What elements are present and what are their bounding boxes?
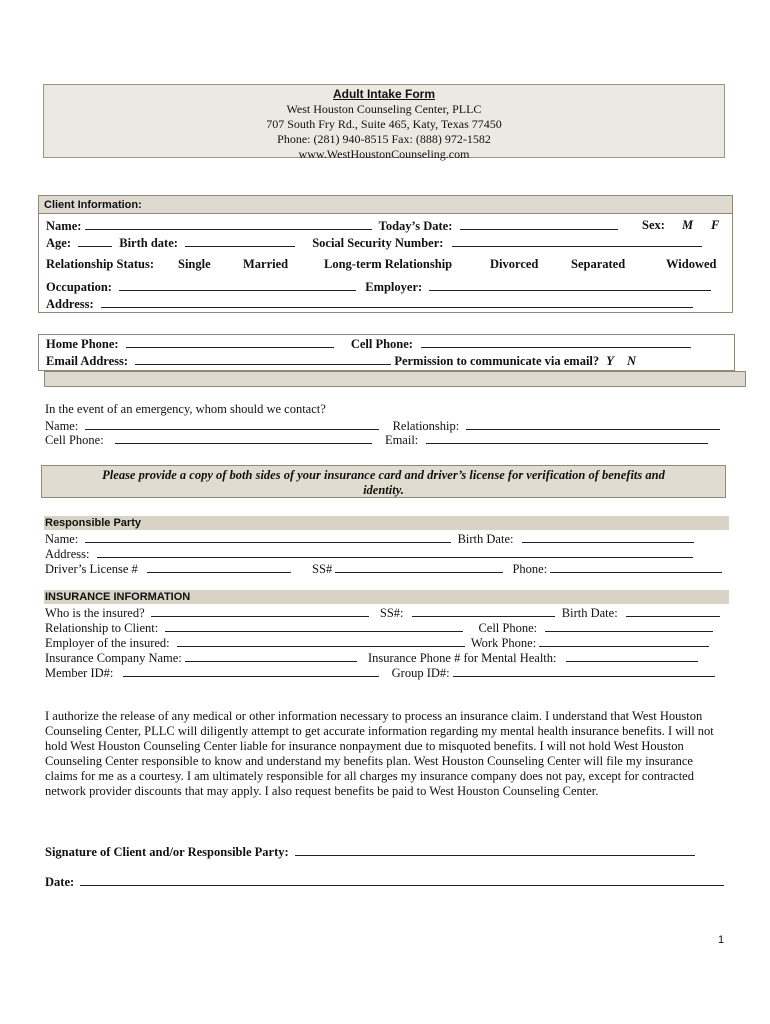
status-separated[interactable]: Separated [571, 257, 626, 271]
responsible-ss-field[interactable] [335, 561, 503, 573]
email-label: Email Address: [46, 354, 129, 368]
insured-birth-field[interactable] [626, 605, 720, 617]
responsible-address-label: Address: [45, 547, 90, 561]
occupation-field[interactable] [119, 279, 356, 291]
emergency-cell-label: Cell Phone: [45, 433, 104, 447]
employer-insured-row [45, 635, 709, 651]
group-id-label: Group ID#: [391, 666, 450, 680]
relationship-client-row [45, 620, 713, 636]
client-name-field[interactable] [85, 218, 372, 230]
insured-field[interactable] [151, 605, 369, 617]
cell-phone-field[interactable] [421, 336, 691, 348]
insured-row [45, 605, 720, 621]
authorization-text: I authorize the release of any medical or other information necessary to process an insurance claim. I understand that West Houston Counseling Center, PLLC will diligently attempt to get accurate information regarding my mental health insurance benefits. I will not hold West Houston Counseling Center liable for insurance nonpayment due to misquoted benefits. I will not hold West Houston Counseling Center responsible to know and understand my benefits plan. West Houston Counseling Center will file my insurance claims for me as a courtesy. I am ultimately responsible for all charges my insurance company does not pay, except for contracted network provider discounts that may apply. I also request benefits be paid to West Houston Counseling Center. [45, 709, 714, 798]
responsible-name-label: Name: [45, 532, 79, 546]
occupation-label: Occupation: [46, 280, 112, 294]
ssn-field[interactable] [452, 235, 702, 247]
signature-field[interactable] [295, 844, 695, 856]
age-row [46, 235, 702, 251]
emergency-question: In the event of an emergency, whom should we contact? [45, 402, 326, 416]
status-long-term[interactable]: Long-term Relationship [324, 257, 453, 271]
form-header [43, 84, 725, 161]
contact-bar [44, 371, 746, 387]
birth-date-field[interactable] [185, 235, 295, 247]
age-label: Age: [46, 236, 71, 250]
age-field[interactable] [78, 235, 112, 247]
responsible-address-field[interactable] [97, 546, 693, 558]
phone-row [46, 336, 691, 352]
cell-phone-label: Cell Phone: [350, 337, 413, 351]
mental-health-phone-label: Insurance Phone # for Mental Health: [368, 651, 557, 665]
emergency-name-field[interactable] [85, 418, 379, 430]
license-field[interactable] [147, 561, 291, 573]
responsible-license-row [45, 561, 722, 577]
insurance-notice: Please provide a copy of both sides of your insurance card and driver’s license for verification of benefits and identity. [41, 465, 726, 498]
status-single[interactable]: Single [178, 257, 211, 271]
address-field[interactable] [101, 296, 693, 308]
insured-label: Who is the insured? [45, 606, 145, 620]
address-label: Address: [46, 297, 94, 311]
relationship-client-field[interactable] [165, 620, 463, 632]
responsible-name-row [45, 531, 694, 547]
status-widowed[interactable]: Widowed [666, 257, 717, 271]
responsible-ss-label: SS# [312, 562, 333, 576]
license-label: Driver’s License # [45, 562, 138, 576]
member-id-field[interactable] [123, 665, 379, 677]
responsible-birth-label: Birth Date: [457, 532, 514, 546]
emergency-cell-field[interactable] [115, 432, 372, 444]
emergency-email-label: Email: [384, 433, 419, 447]
work-phone-label: Work Phone: [470, 636, 537, 650]
client-name-row [46, 218, 618, 234]
org-address: 707 South Fry Rd., Suite 465, Katy, Texas 77450 [266, 117, 502, 131]
insured-ss-label: SS#: [379, 606, 404, 620]
date-label: Date: [45, 875, 75, 889]
birth-date-label: Birth date: [119, 236, 178, 250]
emergency-email-field[interactable] [426, 432, 708, 444]
home-phone-label: Home Phone: [46, 337, 119, 351]
relationship-status-label: Relationship Status: [46, 257, 155, 271]
client-section-title: Client Information: [39, 196, 732, 214]
member-id-row [45, 665, 715, 681]
signature-label: Signature of Client and/or Responsible Party: [45, 845, 289, 859]
date-row [45, 874, 724, 890]
responsible-section-title: Responsible Party [44, 516, 729, 530]
responsible-birth-field[interactable] [522, 531, 694, 543]
work-phone-field[interactable] [539, 635, 709, 647]
status-married[interactable]: Married [243, 257, 289, 271]
company-row [45, 650, 698, 666]
insured-ss-field[interactable] [412, 605, 555, 617]
home-phone-field[interactable] [126, 336, 334, 348]
email-field[interactable] [135, 353, 391, 365]
insured-cell-field[interactable] [545, 620, 713, 632]
employer-insured-field[interactable] [177, 635, 465, 647]
address-row [46, 296, 693, 312]
page-number: 1 [718, 934, 725, 946]
sex-f[interactable]: F [711, 218, 720, 232]
sex-label: Sex: [642, 218, 665, 232]
group-id-field[interactable] [453, 665, 715, 677]
member-id-label: Member ID#: [45, 666, 114, 680]
employer-field[interactable] [429, 279, 711, 291]
date-field[interactable] [80, 874, 724, 886]
status-divorced[interactable]: Divorced [490, 257, 539, 271]
client-name-label: Name: [46, 219, 82, 233]
emergency-relationship-label: Relationship: [392, 419, 460, 433]
form-title: Adult Intake Form [332, 87, 435, 101]
signature-row [45, 844, 695, 860]
email-row [46, 353, 636, 369]
responsible-phone-field[interactable] [550, 561, 722, 573]
permission-no[interactable]: N [627, 354, 637, 368]
responsible-phone-label: Phone: [512, 562, 548, 576]
mental-health-phone-field[interactable] [566, 650, 698, 662]
relationship-client-label: Relationship to Client: [45, 621, 159, 635]
org-name: West Houston Counseling Center, PLLC [286, 102, 482, 116]
todays-date-field[interactable] [460, 218, 618, 230]
permission-yes[interactable]: Y [606, 354, 614, 368]
employer-label: Employer: [365, 280, 423, 294]
company-field[interactable] [185, 650, 357, 662]
emergency-row-2 [45, 432, 708, 448]
responsible-address-row [45, 546, 693, 562]
company-label: Insurance Company Name: [45, 651, 182, 665]
insured-birth-label: Birth Date: [561, 606, 618, 620]
emergency-name-label: Name: [45, 419, 79, 433]
permission-label: Permission to communicate via email? [394, 354, 600, 368]
sex-m[interactable]: M [682, 218, 694, 232]
insured-cell-label: Cell Phone: [478, 621, 538, 635]
org-website: www.WestHoustonCounseling.com [298, 147, 470, 161]
org-phones: Phone: (281) 940-8515 Fax: (888) 972-1582 [277, 132, 491, 146]
ssn-label: Social Security Number: [312, 236, 444, 250]
insurance-section-title: INSURANCE INFORMATION [44, 590, 729, 604]
todays-date-label: Today’s Date: [378, 219, 453, 233]
occupation-row [46, 279, 711, 295]
employer-insured-label: Employer of the insured: [45, 636, 170, 650]
responsible-name-field[interactable] [85, 531, 451, 543]
emergency-relationship-field[interactable] [466, 418, 720, 430]
